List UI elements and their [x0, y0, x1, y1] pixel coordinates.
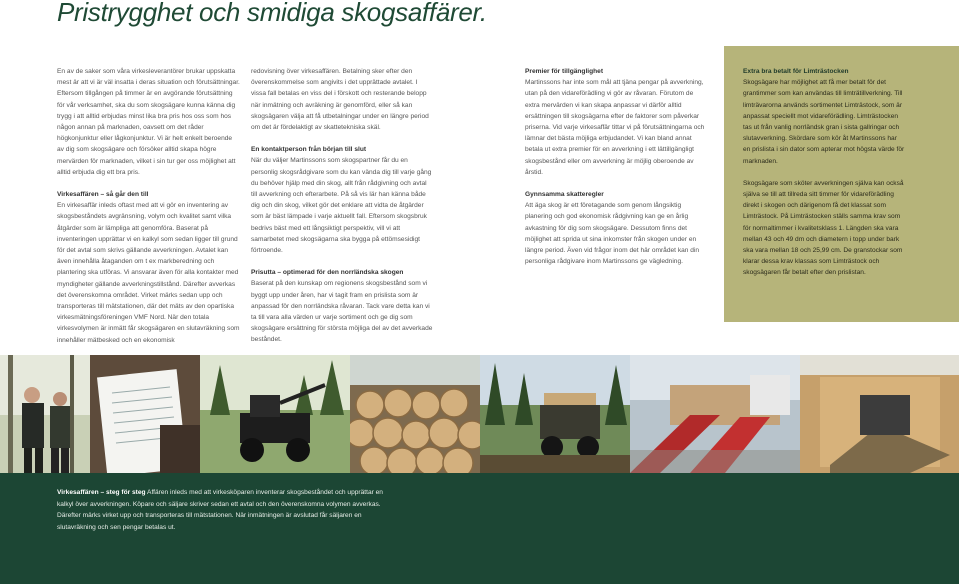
box-paragraph-2: Skogsägare som sköter avverkningen själva kan också själva se till att tillreda sitt timmer för vidareförädling direkt i skogen och därigenom få det klassat som Limträstock. På Limträstocken ställs samma krav som för normaltimmer i kvalitetsklass 1. Längden ska vara mellan 43 och 49 dm och diametern i topp under bark ska vara mellan 18 och 25,99 cm. De granstockar som klarar dessa krav klassas som Limträstock och skogsägaren får betalt efter den prislistan. — [743, 179, 904, 277]
payment-paragraph: redovisning över virkesaffären. Betalning sker efter den överenskommelse som angivits i det upprättade avtalet. I vissa fall betalas en viss del i förskott och resterande belopp när inmätning och avräkning är genomförd, eller så kan skogsägaren välja att få utbetalningar under en längre period om det är fördelaktigt av skattetekniska skäl. — [251, 68, 429, 132]
section-heading-skatteregler: Gynnsamma skatteregler — [525, 191, 604, 199]
photo-contract-papers — [90, 355, 200, 473]
photo-forwarder — [480, 355, 630, 473]
skatteregler-paragraph: Att äga skog är ett företagande som genom långsiktig planering och god ekonomisk rådgivning kan ge en årlig avkastning för dig som skogsägare. Dessutom finns det möjlighet att sprida ut sina inkomster från skogen under en längre period. Även vid frågor inom det här området kan din personliga rådgivare inom Martinssons ge vägledning. — [525, 202, 700, 266]
text-column-3 — [525, 66, 708, 267]
footer-caption-heading: Virkesaffären – steg för steg — [57, 489, 146, 496]
section-heading-premier: Premier för tillgänglighet — [525, 68, 604, 75]
footer-caption-text: Affären inleds med att virkesköparen inventerar skogsbeståndet och upprättar en kalkyl över avverkningen. Köpare och säljare skriver sedan ett avtal och den överenskomna volymen avverkas. Därefter märks virket upp och transporteras till mätstationen. När inmätningen är avslutad får säljaren en slutavräkning och sen pengar betalas ut. — [57, 489, 383, 531]
photo-strip — [0, 355, 959, 473]
text-column-1 — [57, 66, 240, 346]
section-heading-prislista: Prisutta – optimerad för den norrländska skogen — [251, 269, 404, 277]
footer-band — [0, 473, 959, 584]
limtrastock-box-text — [743, 66, 906, 279]
photo-harvester — [200, 355, 350, 473]
box-heading: Extra bra betalt för Limträstocken — [743, 68, 849, 75]
page-title: Pristrygghet och smidiga skogsaffärer. — [57, 0, 487, 27]
box-paragraph-1: Skogsägare har möjlighet att få mer betalt för det grantimmer som kan användas till limträtillverkning. Till limträvarorna används sortimentet Limträstock, som är anpassat speciellt mot vidareförädling. Limträstocken tas ut från vanlig norrländsk gran i sista gallringar och slutavverkning. Skördare som kör åt Martinssons har en prislista i sin dator som apterar mot högsta värde för marknaden. — [743, 79, 905, 165]
photo-measuring-station — [630, 355, 800, 473]
photo-sawmill — [800, 355, 959, 473]
section-heading-kontaktperson: En kontaktperson från början till slut — [251, 146, 367, 154]
premier-paragraph: Martinssons har inte som mål att tjäna pengar på avverkning, utan på den vidareförädling vi gör av råvaran. Förutom de extra mervärden vi kan skapa anpassar vi därför alltid ersättningen till skogsägarna efter de faktorer som påverkar priserna. Vid varje virkesaffär tittar vi på förutsättningarna och lämnar det bästa möjliga erbjudandet. Vi kan bland annat betala ut extra premier för en avverkning i ett lättillgängligt skogsbestånd eller om avverkning är möjlig oberoende av årstid. — [525, 79, 705, 176]
prislista-paragraph: Baserat på den kunskap om regionens skogsbestånd som vi byggt upp under åren, har vi tagit fram en prislista som är anpassad för den norrländska råvaran. Tack vare detta kan vi ta till vara alla värden ur varje sortiment och ge dig som skogsägare ersättning för största möjliga del av det avverkade beståndet. — [251, 280, 433, 344]
photo-men-in-forest — [0, 355, 90, 473]
footer-caption — [57, 487, 387, 533]
photo-log-pile — [350, 355, 480, 473]
kontaktperson-paragraph: När du väljer Martinssons som skogspartner får du en personlig skogsrådgivare som du kan vända dig till varje gång du behöver hjälp med din skog, allt från rådgivning och avtal till avverkning och efterarbete. På så vis lär han känna både dig och din skog, vilket gör det enklare att vidta de åtgärder som är bäst lämpade i varje aktuellt fall. Eftersom skogsbruk bedrivs bäst med ett långsiktigt perspektiv, vill vi att samarbetet med skogsägarna ska bygga på ettömsesidigt förtroende. — [251, 157, 432, 255]
virkesaffaren-paragraph: En virkesaffär inleds oftast med att vi gör en inventering av skogsbeståndets avgränsning, volym och kvalitet samt vilka åtgärder som är lämpliga att genomföra. Baserat på inventeringen upprättar vi en kalkyl som sedan ligger till grund för det avtal som skrivs gällande avverkningen. Avtalet kan även innehålla åtaganden om t ex markberedning och plantering ska utföras. Vi ansvarar även för alla kontakter med myndigheter gällande avverkningstillstånd. Därefter avverkas det överenskomna området. Virket märks sedan upp och transporteras till mätstationen, där det mäts av den opartiska virkesmätningsföreningen VMF Nord. När den totala virkesvolymen är inmätt får skogsägaren en slutavräkning som innehåller mätbesked och en ekonomisk — [57, 202, 240, 344]
intro-paragraph: En av de saker som våra virkesleverantörer brukar uppskatta mest är att vi är väl insatta i deras situation och förutsättningar. Eftersom tillgången på timmer är en avgörande förutsättning för vår verksamhet, ska du som skogsägare kunna känna dig trygg i att alltid erbjudas minst lika bra pris hos oss som hos någon annan på marknaden, oavsett om det råder högkonjunktur eller lågkonjunktur. Vi är helt enkelt beroende av dig som skogsägare och försöker alltid skapa högre mervärden för marknaden, vilket i sin tur ger oss möjlighet att alltid erbjuda dig ett bra pris. — [57, 68, 240, 176]
section-heading-virkesaffaren: Virkesaffären – så går den till — [57, 191, 149, 199]
text-column-2 — [251, 66, 434, 346]
